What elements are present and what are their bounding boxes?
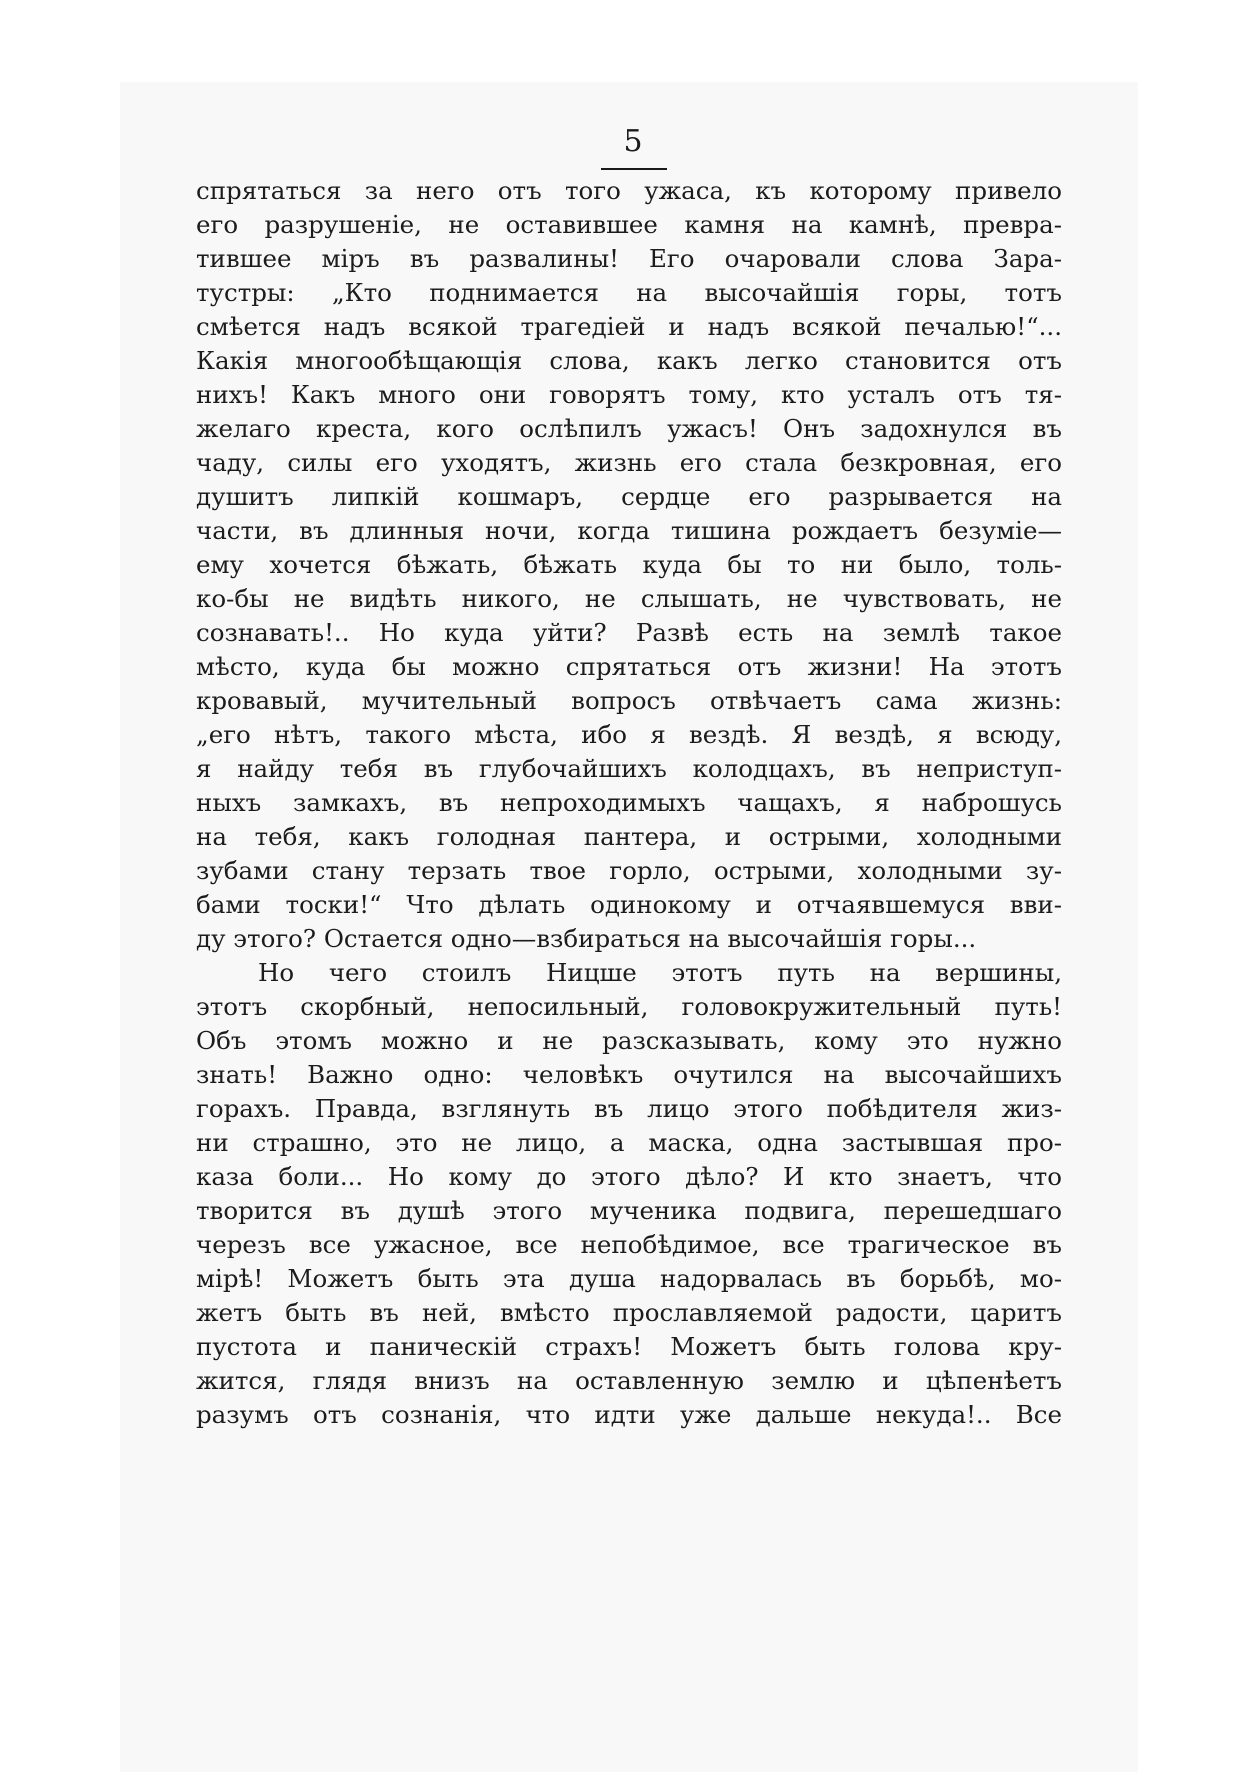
text-line: на тебя, какъ голодная пантера, и острыми, холодными — [196, 822, 1062, 851]
text-line: знать! Важно одно: человѣкъ очутился на высочайшихъ — [196, 1060, 1062, 1089]
text-line: жится, глядя внизъ на оставленную землю и цѣпенѣетъ — [196, 1366, 1062, 1395]
text-line: „его нѣтъ, такого мѣста, ибо я вездѣ. Я вездѣ, я всюду, — [196, 720, 1062, 749]
text-line: спрятаться за него отъ того ужаса, къ которому привело — [196, 176, 1062, 205]
text-line: смѣется надъ всякой трагедіей и надъ всякой печалью!“... — [196, 312, 1062, 341]
text-line: зубами стану терзать твое горло, острыми, холодными зу- — [196, 856, 1062, 885]
page-number-rule — [601, 168, 667, 170]
text-line: душитъ липкій кошмаръ, сердце его разрывается на — [196, 482, 1062, 511]
text-line: Объ этомъ можно и не разсказывать, кому это нужно — [196, 1026, 1062, 1055]
text-line: сознавать!.. Но куда уйти? Развѣ есть на землѣ такое — [196, 618, 1062, 647]
text-line: нихъ! Какъ много они говорятъ тому, кто усталъ отъ тя- — [196, 380, 1062, 409]
text-line: бами тоски!“ Что дѣлать одинокому и отчаявшемуся вви- — [196, 890, 1062, 919]
text-line: ни страшно, это не лицо, а маска, одна застывшая про- — [196, 1128, 1062, 1157]
text-line: ныхъ замкахъ, въ непроходимыхъ чащахъ, я наброшусь — [196, 788, 1062, 817]
text-line: творится въ душѣ этого мученика подвига, перешедшаго — [196, 1196, 1062, 1225]
text-line: ду этого? Остается одно—взбираться на высочайшія горы... — [196, 924, 977, 953]
text-line: этотъ скорбный, непосильный, головокружительный путь! — [196, 992, 1062, 1021]
text-line: мірѣ! Можетъ быть эта душа надорвалась въ борьбѣ, мо- — [196, 1264, 1062, 1293]
text-line: кровавый, мучительный вопросъ отвѣчаетъ сама жизнь: — [196, 686, 1062, 715]
text-line: ко-бы не видѣть никого, не слышать, не чувствовать, не — [196, 584, 1062, 613]
text-line: тустры: „Кто поднимается на высочайшія горы, тотъ — [196, 278, 1062, 307]
text-line: Какія многообѣщающія слова, какъ легко становится отъ — [196, 346, 1062, 375]
text-line: чаду, силы его уходятъ, жизнь его стала безкровная, его — [196, 448, 1062, 477]
text-line: черезъ все ужасное, все непобѣдимое, все трагическое въ — [196, 1230, 1062, 1259]
text-line: Но чего стоилъ Ницше этотъ путь на вершины, — [258, 958, 1062, 987]
text-line: я найду тебя въ глубочайшихъ колодцахъ, въ неприступ- — [196, 754, 1062, 783]
text-line: горахъ. Правда, взглянуть въ лицо этого побѣдителя жиз- — [196, 1094, 1062, 1123]
text-line: разумъ отъ сознанія, что идти уже дальше некуда!.. Все — [196, 1400, 1062, 1429]
text-line: каза боли... Но кому до этого дѣло? И кто знаетъ, что — [196, 1162, 1062, 1191]
text-line: жетъ быть въ ней, вмѣсто прославляемой радости, царитъ — [196, 1298, 1062, 1327]
text-line: желаго креста, кого ослѣпилъ ужасъ! Онъ задохнулся въ — [196, 414, 1062, 443]
page-number: 5 — [623, 124, 643, 159]
text-line: тившее міръ въ развалины! Его очаровали слова Зара- — [196, 244, 1062, 273]
text-line: части, въ длинныя ночи, когда тишина рождаетъ безуміе— — [196, 516, 1062, 545]
text-line: его разрушеніе, не оставившее камня на камнѣ, превра- — [196, 210, 1062, 239]
text-line: ему хочется бѣжать, бѣжать куда бы то ни было, толь- — [196, 550, 1062, 579]
text-line: мѣсто, куда бы можно спрятаться отъ жизни! На этотъ — [196, 652, 1062, 681]
text-line: пустота и паническій страхъ! Можетъ быть голова кру- — [196, 1332, 1062, 1361]
